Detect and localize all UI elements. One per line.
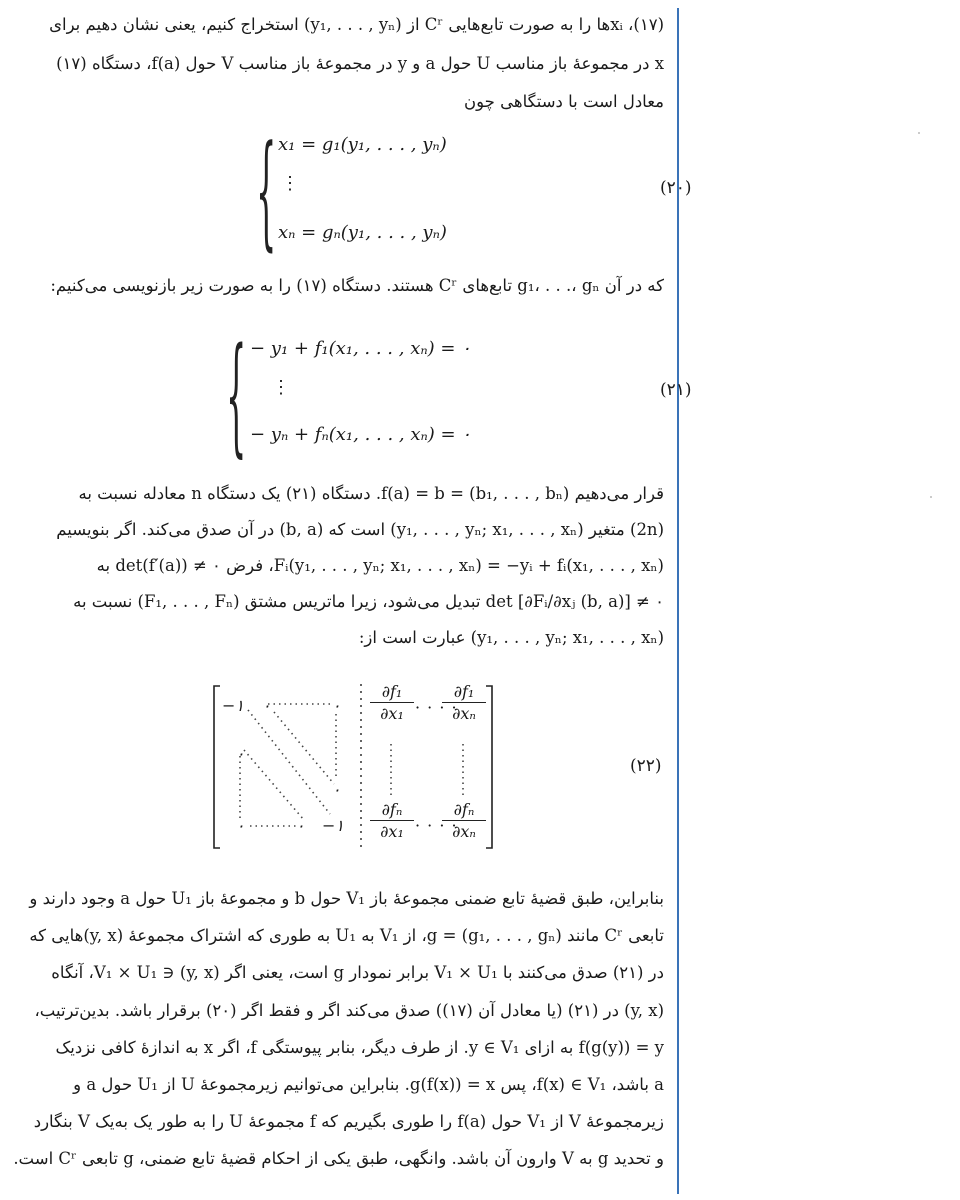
text-line: (۱۷)، xᵢها را به صورت تابع‌هایی Cʳ از (y₁, . . . , yₙ) استخراج کنیم، یعنی نشان دهیم برای <box>49 15 664 34</box>
horizontal-dots: · · · · <box>415 698 458 717</box>
left-brace: { <box>256 122 277 265</box>
matrix-zero-entry: ۰ <box>332 696 341 715</box>
partial-fn-xn <box>442 800 486 843</box>
paragraph-jacobian <box>38 476 664 656</box>
left-brace: { <box>226 324 247 472</box>
matrix-bottom-right-entry: −۱ <box>322 816 344 835</box>
fraction-numerator: ∂f₁ <box>370 682 414 703</box>
text-line: در (۲۱) صدق می‌کنند با V₁ × U₁ برابر نمودار g است، یعنی اگر (y, x) ∈ V₁ × U₁، آنگاه <box>51 963 664 983</box>
equation-20-last-row: xₙ = gₙ(y₁, . . . , yₙ) <box>278 222 447 243</box>
matrix-zero-entry: ۰ <box>332 780 341 799</box>
equation-21-first-row: − y₁ + f₁(x₁, . . . , xₙ) = ۰ <box>250 338 471 359</box>
fraction-denominator: ∂x₁ <box>380 704 404 723</box>
equation-22-matrix <box>210 680 500 852</box>
text-line: معادل است با دستگاهی چون <box>464 92 664 111</box>
matrix-zero-entry: ۰ <box>296 816 305 835</box>
equation-21 <box>60 324 700 472</box>
partial-f1-x1 <box>370 682 414 725</box>
text-line: f(g(y)) = y به ازای y ∈ V₁. از طرف دیگر، بنابر پیوستگی f، اگر x به اندازهٔ کافی نزدیک <box>55 1037 664 1057</box>
text-line: و تحدید g به V وارون آن باشد. وانگهی، طبق یکی از احکام قضیهٔ تابع ضمنی، g تابعی Cʳ است. <box>13 1149 664 1169</box>
equation-21-last-row: − yₙ + fₙ(x₁, . . . , xₙ) = ۰ <box>250 424 472 445</box>
text-line: (2n) متغیر (y₁, . . . , yₙ; x₁, . . . , xₙ) است که (b, a) در آن صدق می‌کند. اگر بنویسیم <box>56 520 664 539</box>
fraction-denominator: ∂xₙ <box>452 704 476 723</box>
paragraph-intro <box>38 6 664 122</box>
text-line: x در مجموعهٔ باز مناسب U حول a و y در مجموعهٔ باز مناسب V حول f(a)، دستگاه (۱۷) <box>56 53 664 73</box>
matrix-zero-entry: ۰ <box>236 816 245 835</box>
text-line: قرار می‌دهیم f(a) = b = (b₁, . . . , bₙ). دستگاه (۲۱) یک دستگاه n معادله نسبت به <box>78 484 664 503</box>
text-line: Fᵢ(y₁, . . . , yₙ; x₁, . . . , xₙ) = −yᵢ + fᵢ(x₁, . . . , xₙ)، فرض ۰ ≠ det(f′(a)) به <box>96 556 664 575</box>
text-line: تابعی Cʳ مانند g = (g₁, . . . , gₙ)، از V₁ به U₁ به طوری که اشتراک مجموعهٔ (y, x)هایی که <box>29 926 664 946</box>
horizontal-dots: · · · · <box>415 816 458 835</box>
fraction-numerator: ∂fₙ <box>370 800 414 821</box>
matrix-zero-entry: ۰ <box>236 744 245 763</box>
text-line: که در آن g₁، . . .، gₙ تابع‌های Cʳ هستند. دستگاه (۱۷) را به صورت زیر بازنویسی می‌کنیم: <box>50 276 664 295</box>
vertical-dots: ⋮ <box>272 377 290 398</box>
scan-speck <box>918 132 920 134</box>
fraction-numerator: ∂f₁ <box>442 682 486 703</box>
paragraph-conclusion <box>13 880 664 1178</box>
equation-number: (۲۲) <box>630 756 662 776</box>
fraction-denominator: ∂xₙ <box>452 822 476 841</box>
fraction-numerator: ∂fₙ <box>442 800 486 821</box>
matrix-zero-entry: ۰ <box>262 696 271 715</box>
fraction-denominator: ∂x₁ <box>380 822 404 841</box>
equation-20-first-row: x₁ = g₁(y₁, . . . , yₙ) <box>278 134 447 155</box>
matrix-top-left-entry: −۱ <box>222 696 244 715</box>
equation-number: (۲۱) <box>660 380 692 400</box>
text-line: بنابراین، طبق قضیهٔ تابع ضمنی مجموعهٔ باز V₁ حول b و مجموعهٔ باز U₁ حول a وجود دارند و <box>29 889 664 908</box>
partial-fn-x1 <box>370 800 414 843</box>
text-line: (y, x) در (۲۱) (یا معادل آن (۱۷)) صدق می‌کند اگر و فقط اگر (۲۰) برقرار باشد. بدین‌ترتیب، <box>34 1000 664 1020</box>
text-line: زیرمجموعهٔ V از V₁ حول f(a) را طوری بگیریم که f مجموعهٔ U را به طور یک به‌یک V بنگارد <box>33 1112 664 1132</box>
text-line: (y₁, . . . , yₙ; x₁, . . . , xₙ) عبارت است از: <box>358 628 664 647</box>
equation-20 <box>60 122 700 265</box>
text-line: det [∂Fᵢ/∂xⱼ (b, a)] ≠ ۰ تبدیل می‌شود، زیرا ماتریس مشتق (F₁, . . . , Fₙ) نسبت به <box>73 592 664 611</box>
equation-number: (۲۰) <box>660 178 692 198</box>
paragraph-rewrite <box>38 268 664 304</box>
scan-speck <box>930 496 932 498</box>
vertical-dots: ⋮ <box>281 173 299 194</box>
text-line: a باشد، f(x) ∈ V₁، پس g(f(x)) = x. بنابراین می‌توانیم زیرمجموعهٔ U از U₁ حول a و <box>73 1075 664 1095</box>
partial-f1-xn <box>442 682 486 725</box>
